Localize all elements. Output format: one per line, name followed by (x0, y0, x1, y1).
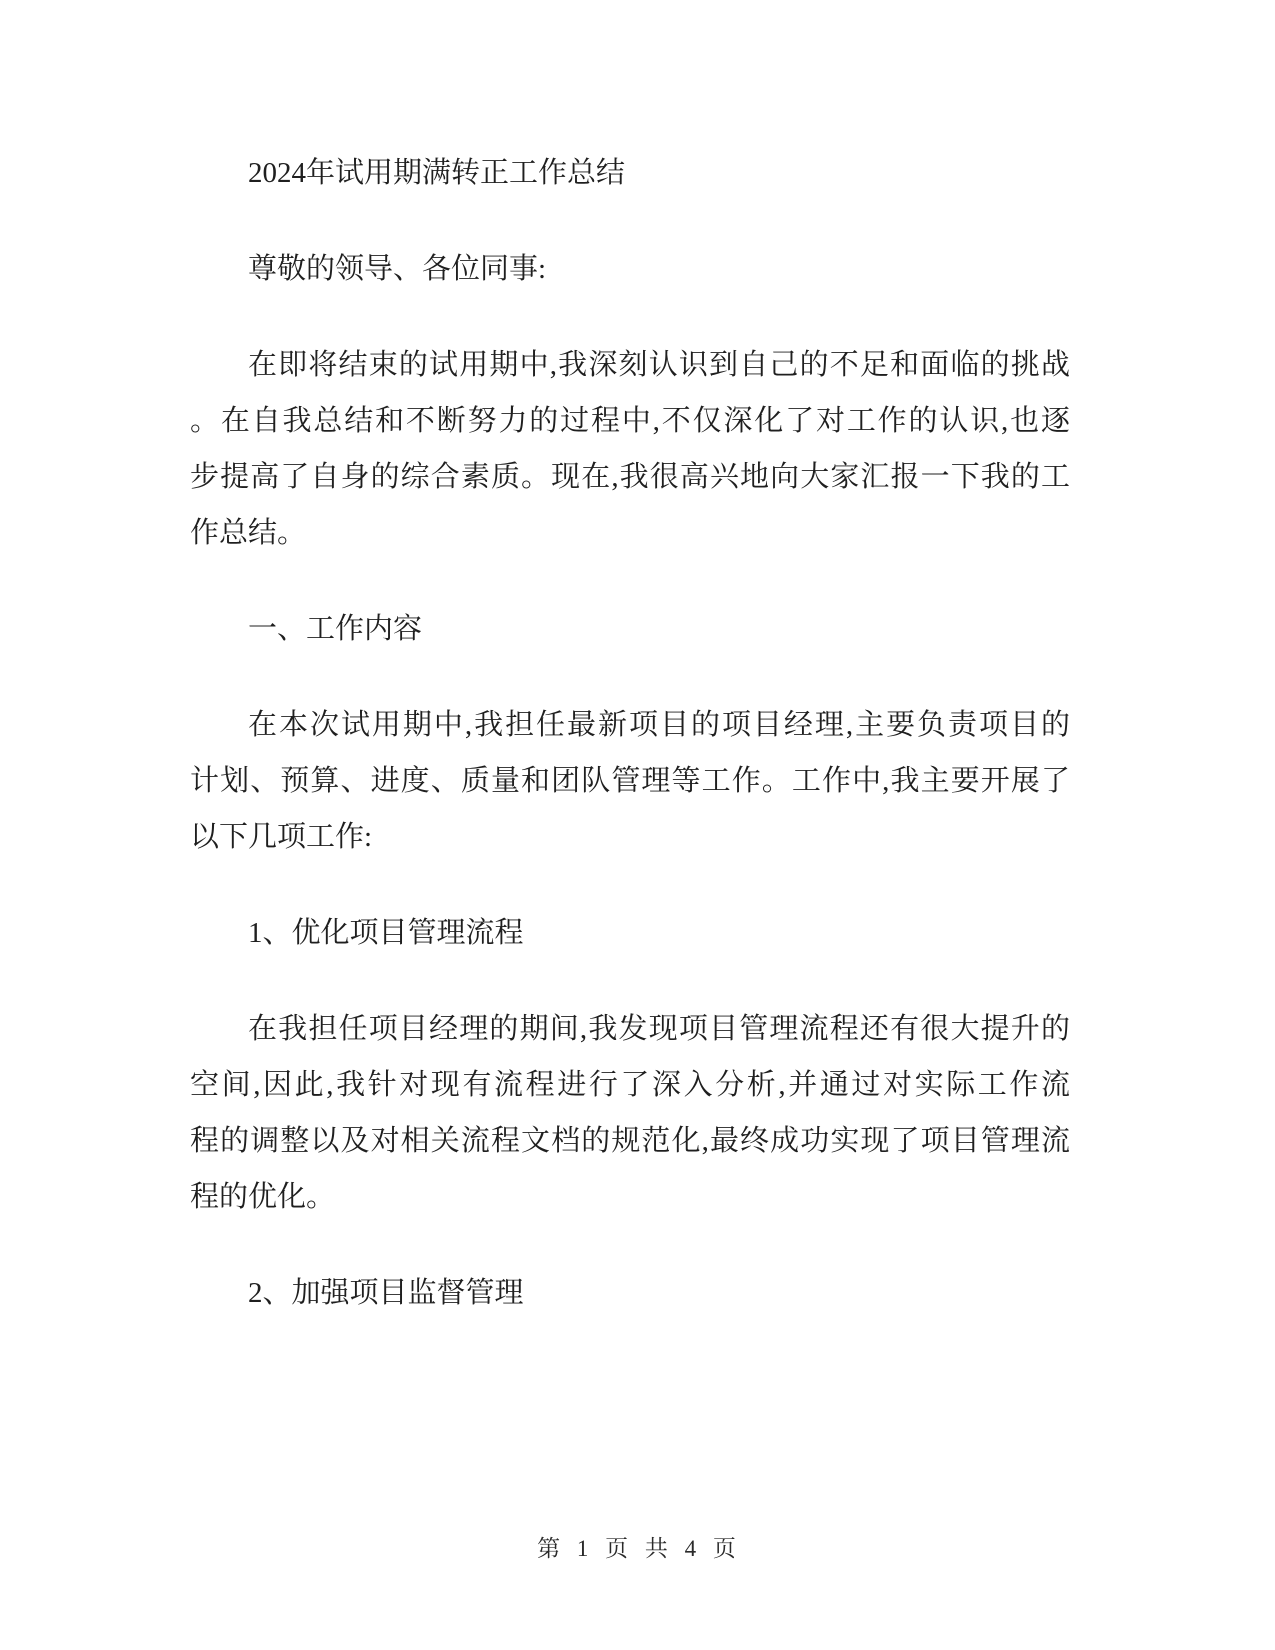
paragraph-line: 空间,因此,我针对现有流程进行了深入分析,并通过对实际工作流 (190, 1069, 1070, 1101)
paragraph-line: 在我担任项目经理的期间,我发现项目管理流程还有很大提升的 (248, 1013, 1070, 1045)
item1-heading-optimize-process: 1、优化项目管理流程 (248, 917, 524, 949)
paragraph-line: 在即将结束的试用期中,我深刻认识到自己的不足和面临的挑战 (248, 349, 1070, 381)
salutation: 尊敬的领导、各位同事: (248, 253, 547, 285)
paragraph-line: 。在自我总结和不断努力的过程中,不仅深化了对工作的认识,也逐 (190, 405, 1070, 437)
section-heading-work-content: 一、工作内容 (248, 613, 423, 645)
paragraph-line: 程的调整以及对相关流程文档的规范化,最终成功实现了项目管理流 (190, 1125, 1070, 1157)
item1-paragraph (190, 1001, 1070, 1225)
document-title: 2024年试用期满转正工作总结 (248, 157, 626, 189)
paragraph-line: 计划、预算、进度、质量和团队管理等工作。工作中,我主要开展了 (190, 765, 1070, 797)
item2-heading-strengthen-supervision: 2、加强项目监督管理 (248, 1277, 524, 1309)
paragraph-line: 程的优化。 (190, 1181, 336, 1213)
intro-paragraph (190, 337, 1070, 561)
section-paragraph (190, 697, 1070, 865)
page-footer (0, 1533, 1275, 1565)
paragraph-line: 步提高了自身的综合素质。现在,我很高兴地向大家汇报一下我的工 (190, 461, 1070, 493)
paragraph-line: 以下几项工作: (190, 821, 373, 853)
paragraph-line: 在本次试用期中,我担任最新项目的项目经理,主要负责项目的 (248, 709, 1070, 741)
footer-page-number: 第 1 页 共 4 页 (537, 1536, 738, 1561)
paragraph-line: 作总结。 (190, 517, 307, 549)
